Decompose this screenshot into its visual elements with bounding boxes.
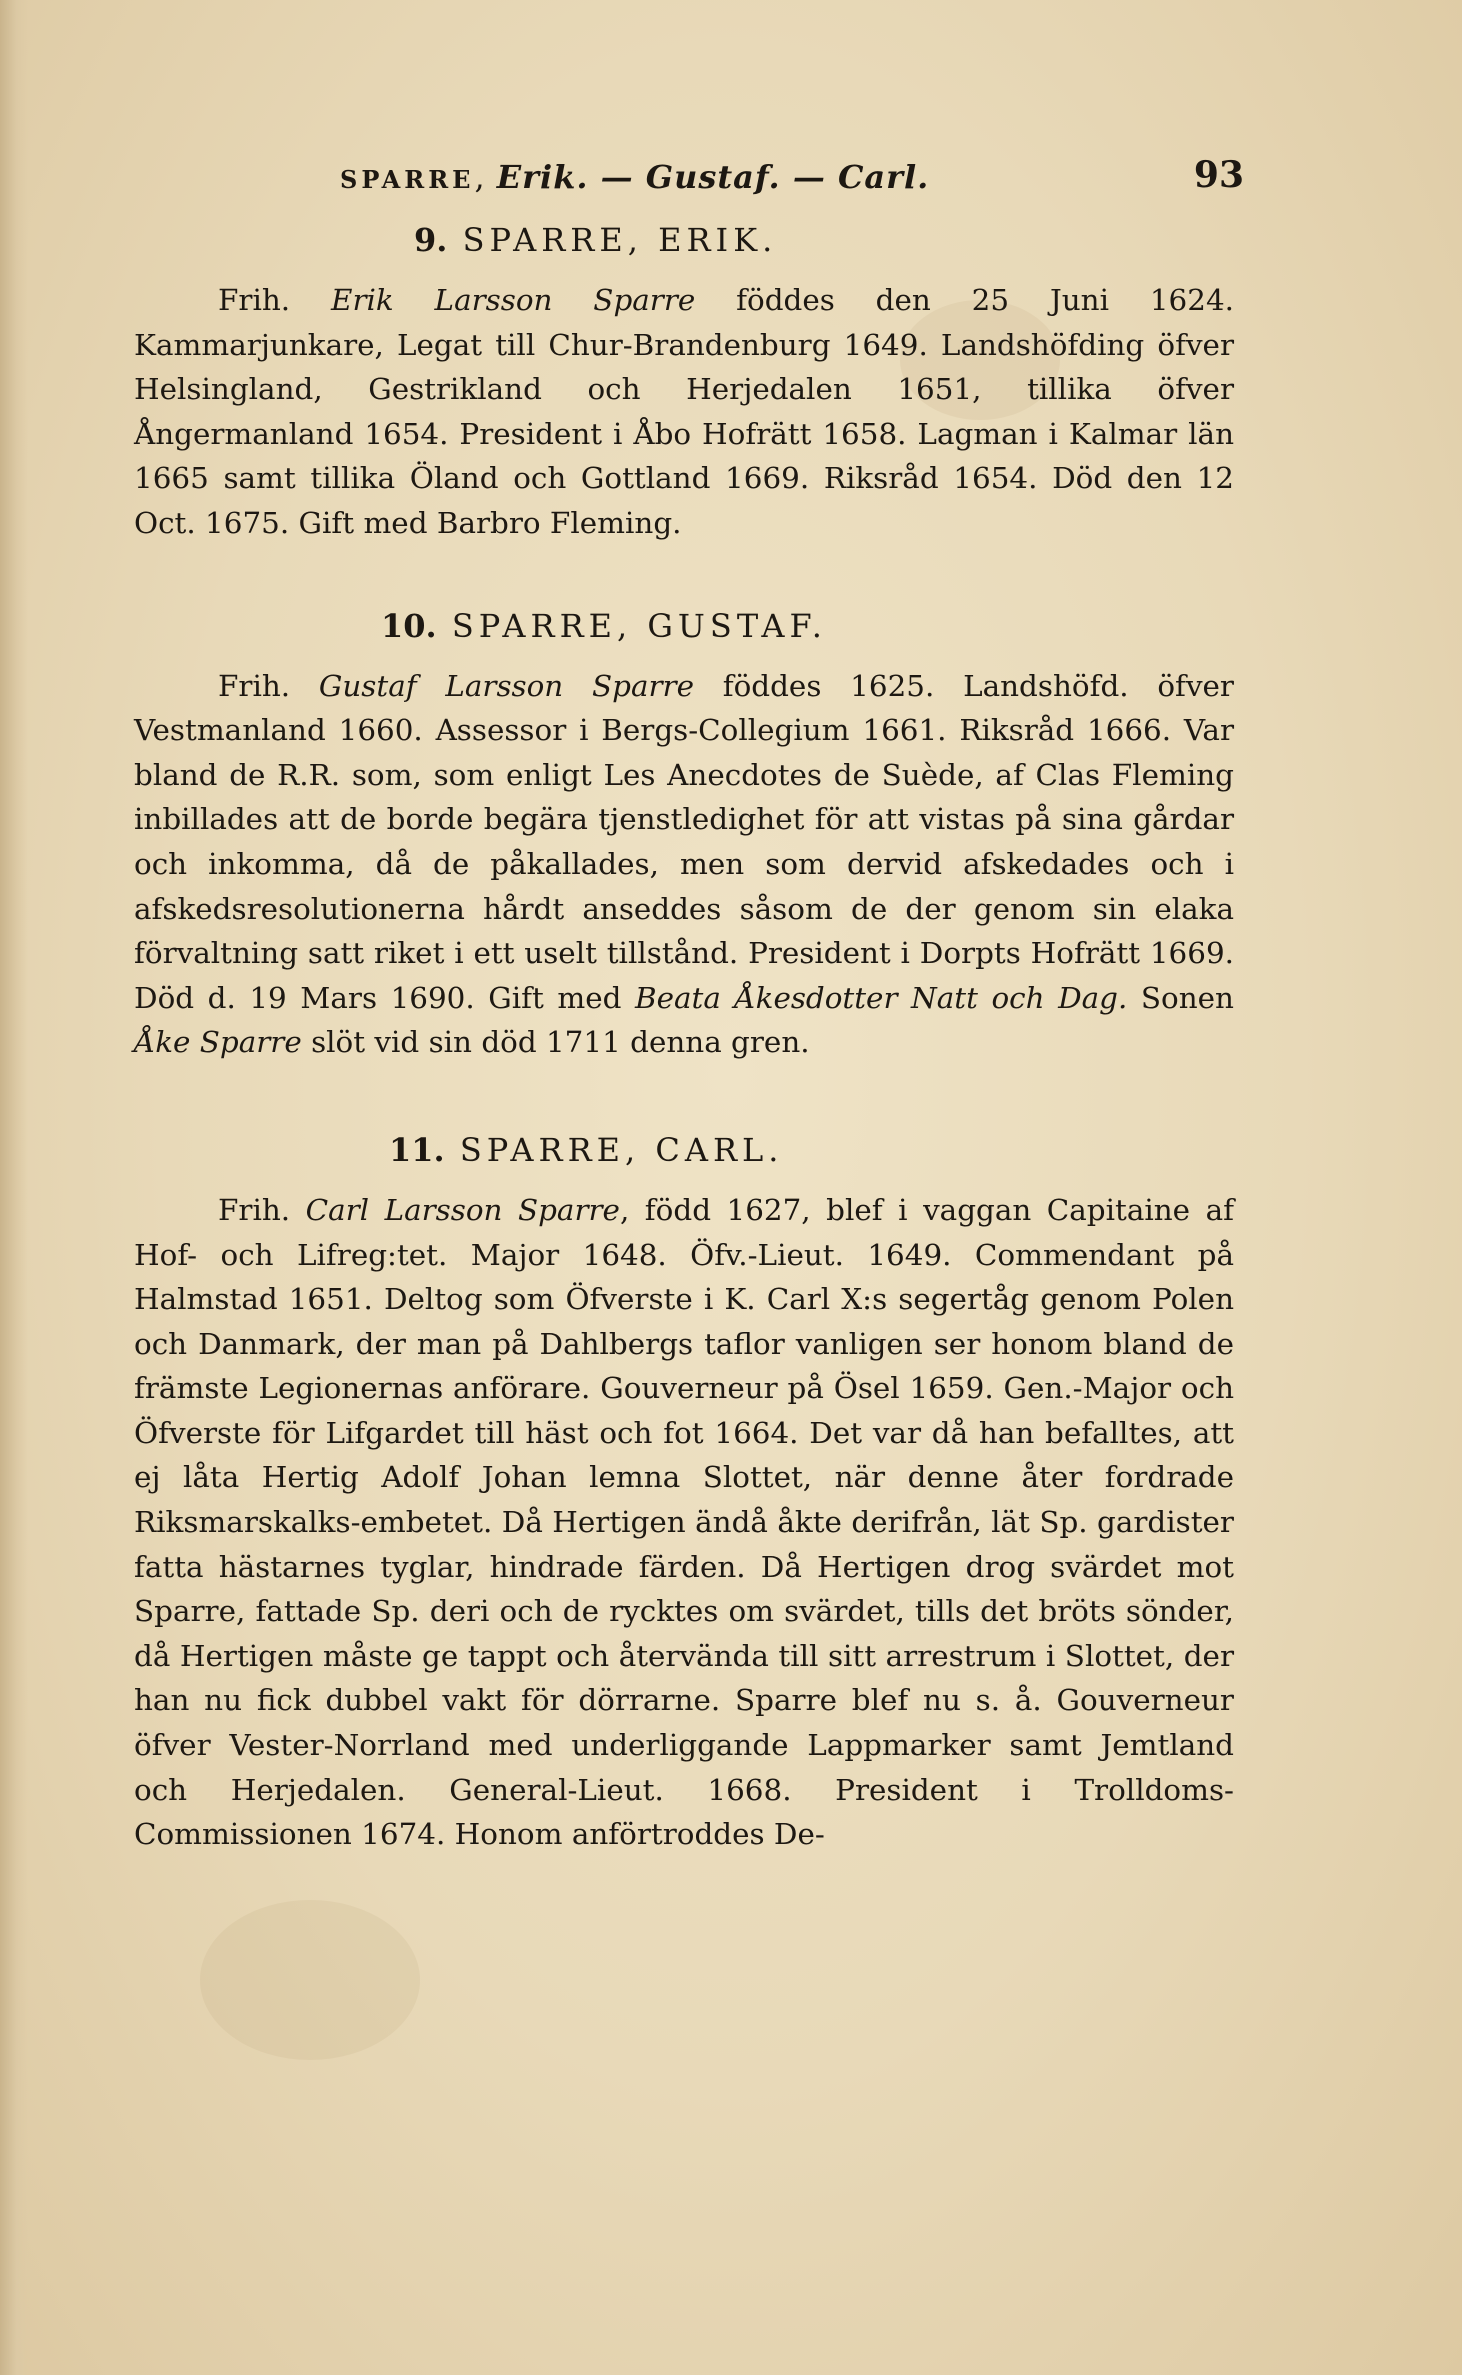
page-number: 93 <box>1193 154 1244 196</box>
running-head <box>134 150 1244 210</box>
running-head-title: SPARRE, Erik. — Gustaf. — Carl. <box>340 158 930 196</box>
body-text: Frih. <box>218 283 331 317</box>
page-edge-shadow <box>0 0 28 2375</box>
body-text: , född 1627, blef i vaggan Capitaine af Hof- och Lifreg:tet. Major 1648. Öfv.-Lieut. 1649. Commendant på Halmstad 1651. Deltog som Öfverste i K. Carl X:s segertåg genom Polen och Danmark, der man på Dahlbergs taflor vanligen ser honom bland de främste Legionernas anförare. Gouverneur på Ösel 1659. Gen.-Major och Öfverste för Lifgardet till häst och fot 1664. Det var då han befalltes, att ej låta Hertig Adolf Johan lemna Slottet, när denne åter fordrade Riksmarskalks-embetet. Då Hertigen ändå åkte derifrån, lät Sp. gardister fatta hästarnes tyglar, hindrade färden. Då Hertigen drog svärdet mot Sparre, fattade Sp. deri och de rycktes om svärdet, tills det bröts sönder, då Hertigen måste ge tappt och återvända till sitt arrestrum i Slottet, der han nu fick dubbel vakt för dörrarne. Sparre blef nu s. å. Gouverneur öfver Vester-Norrland med underliggande Lappmarker samt Jemtland och Herjedalen. General-Lieut. 1668. President i Trolldoms-Commissionen 1674. Honom anförtroddes De- <box>134 1192 1234 1852</box>
entry-name: SPARRE, CARL. <box>459 1130 784 1169</box>
body-text: Sonen <box>1127 980 1234 1015</box>
entry-9 <box>134 210 1234 546</box>
entry-body <box>134 664 1234 1065</box>
entry-10 <box>134 596 1234 1065</box>
paper-stain <box>200 1900 420 2060</box>
entry-number: 11. <box>389 1130 445 1169</box>
text-column <box>134 150 1244 1857</box>
person-name: Erik Larsson Sparre <box>330 283 696 317</box>
body-text: Frih. <box>218 668 319 703</box>
running-head-names: Erik. — Gustaf. — Carl. <box>496 158 930 196</box>
entry-heading <box>134 1120 1234 1180</box>
body-text: föddes 1625. Landshöfd. öfver Vestmanland 1660. Assessor i Bergs-Collegium 1661. Riksråd 1666. Var bland de R.R. som, som enligt Les Anecdotes de Suède, af Clas Fleming inbillades att de borde begära tjenstledighet för att vistas på sina gårdar och inkomma, då de påkallades, men som dervid afskedades och i afskedsresolutionerna hårdt anseddes såsom de der genom sin elaka förvaltning satt riket i ett uselt tillstånd. President i Dorpts Hofrätt 1669. Död d. 19 Mars 1690. Gift med <box>134 668 1234 1015</box>
entry-number: 10. <box>381 606 437 645</box>
body-text: föddes den 25 Juni 1624. Kammarjunkare, Legat till Chur-Brandenburg 1649. Landshöfding öfver Helsingland, Gestrikland och Herjedalen 1651, tillika öfver Ångermanland 1654. President i Åbo Hofrätt 1658. Lagman i Kalmar län 1665 samt tillika Öland och Gottland 1669. Riksråd 1654. Död den 12 Oct. 1675. Gift med Barbro Fleming. <box>134 283 1234 540</box>
running-head-surname: SPARRE <box>340 165 475 194</box>
person-name: Åke Sparre <box>134 1025 302 1060</box>
person-name: Beata Åkesdotter Natt och Dag. <box>635 980 1128 1015</box>
entry-heading <box>134 210 1234 270</box>
entry-heading <box>134 596 1234 656</box>
entry-11 <box>134 1120 1234 1857</box>
entry-body <box>134 278 1234 546</box>
entry-body <box>134 1188 1234 1857</box>
entry-number: 9. <box>414 221 448 259</box>
person-name: Carl Larsson Sparre <box>305 1192 620 1227</box>
body-text: Frih. <box>218 1192 306 1227</box>
entry-name: SPARRE, GUSTAF. <box>451 606 827 645</box>
body-text: slöt vid sin död 1711 denna gren. <box>301 1025 810 1060</box>
entry-name: SPARRE, ERIK. <box>462 221 778 259</box>
person-name: Gustaf Larsson Sparre <box>318 668 694 703</box>
